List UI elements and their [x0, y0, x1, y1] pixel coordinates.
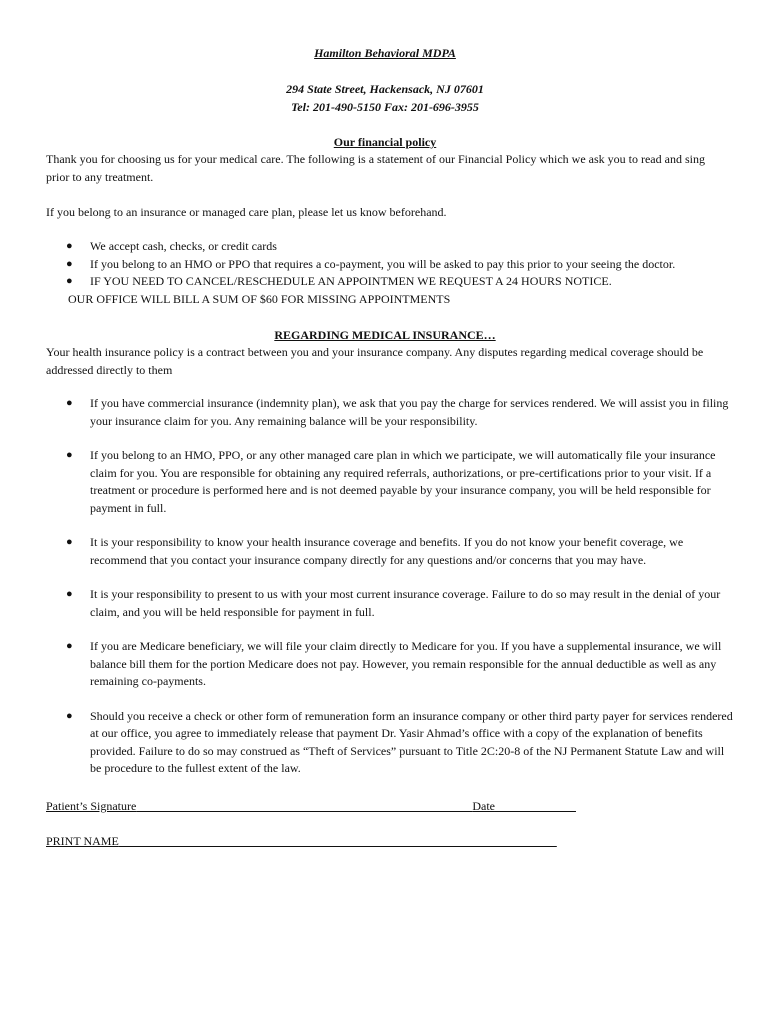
bullet-icon: ● [66, 640, 73, 652]
list-item-text: We accept cash, checks, or credit cards [90, 239, 277, 253]
bullet-icon: ● [66, 275, 73, 287]
bullet-icon: ● [66, 588, 73, 600]
list-item-text: Should you receive a check or other form of remuneration form an insurance company or other third party payer for services rendered at our office, you agree to immediately release that payment Dr. Yasir Ahmad’s office with a copy of the explanation of benefits provided. Failure to do so may construed as “Theft of Services” pursuant to Title 2C:20-8 of the NJ Permanent Statute Law and will be procedure to the fullest extent of the law. [90, 708, 733, 775]
bullet-icon: ● [66, 240, 73, 252]
list-item [46, 534, 736, 569]
list-item [46, 708, 736, 778]
financial-policy-bullets [46, 238, 736, 291]
date-label: Date [472, 799, 495, 813]
insurance-intro: Your health insurance policy is a contract between you and your insurance company. Any disputes regarding medical coverage should be addressed directly to them [46, 345, 704, 377]
bullet-icon: ● [66, 397, 73, 409]
list-item-text: It is your responsibility to know your health insurance coverage and benefits. If you do not know your benefit coverage, we recommend that you contact your insurance company directly for any questions and/or concerns that you may have. [90, 535, 684, 567]
insurance-plan-note: If you belong to an insurance or managed care plan, please let us know beforehand. [46, 205, 447, 219]
financial-policy-heading: Our financial policy [333, 135, 437, 149]
practice-name: Hamilton Behavioral MDPA [314, 46, 456, 60]
list-item [46, 256, 736, 274]
list-item-text: If you have commercial insurance (indemnity plan), we ask that you pay the charge for services rendered. We will assist you in filing your insurance claim for you. Any remaining balance will be your responsibility. [90, 396, 729, 428]
list-item-text: It is your responsibility to present to us with your most current insurance coverage. Failure to do so may result in the denial of your claim, and you will be held responsible for payment in full. [90, 587, 721, 619]
insurance-bullets [46, 395, 736, 778]
print-name-label: PRINT NAME [46, 834, 119, 848]
insurance-heading: REGARDING MEDICAL INSURANCE… [274, 328, 496, 342]
financial-policy-intro: Thank you for choosing us for your medical care. The following is a statement of our Financial Policy which we ask you to read and sing prior to any treatment. [46, 152, 705, 184]
list-item-text: If you belong to an HMO, PPO, or any other managed care plan in which we participate, we will automatically file your insurance claim for you. You are responsible for obtaining any required referrals, authorizations, or pre-certifications prior to your visit. If a treatment or procedure is performed here and is not deemed payable by your insurance company, you will be held responsible for payment in full. [90, 448, 716, 515]
bullet-icon: ● [66, 536, 73, 548]
practice-contact: Tel: 201-490-5150 Fax: 201-696-3955 [291, 100, 479, 114]
list-item [46, 395, 736, 430]
bullet-icon: ● [66, 709, 73, 722]
list-item [46, 638, 736, 691]
list-item-text: If you belong to an HMO or PPO that requires a co-payment, you will be asked to pay this prior to your seeing the doctor. [90, 256, 676, 271]
list-item [46, 586, 736, 621]
bullet-icon: ● [66, 449, 73, 461]
practice-address: 294 State Street, Hackensack, NJ 07601 [286, 82, 484, 96]
bullet-icon: ● [66, 257, 73, 270]
patient-signature-field[interactable] [46, 797, 576, 815]
list-item [46, 447, 736, 517]
missing-appointment-fee: OUR OFFICE WILL BILL A SUM OF $60 FOR MISSING APPOINTMENTS [68, 292, 451, 306]
list-item-text: If you are Medicare beneficiary, we will file your claim directly to Medicare for you. If you have a supplemental insurance, we will balance bill them for the portion Medicare does not pay. However, you remain responsible for the annual deductible as well as any remaining co-payments. [90, 639, 722, 688]
list-item-text: IF YOU NEED TO CANCEL/RESCHEDULE AN APPOINTMEN WE REQUEST A 24 HOURS NOTICE. [90, 274, 612, 288]
list-item [46, 238, 736, 256]
list-item [46, 273, 736, 291]
print-name-field[interactable] [46, 832, 557, 850]
patient-signature-label: Patient’s Signature [46, 799, 137, 813]
